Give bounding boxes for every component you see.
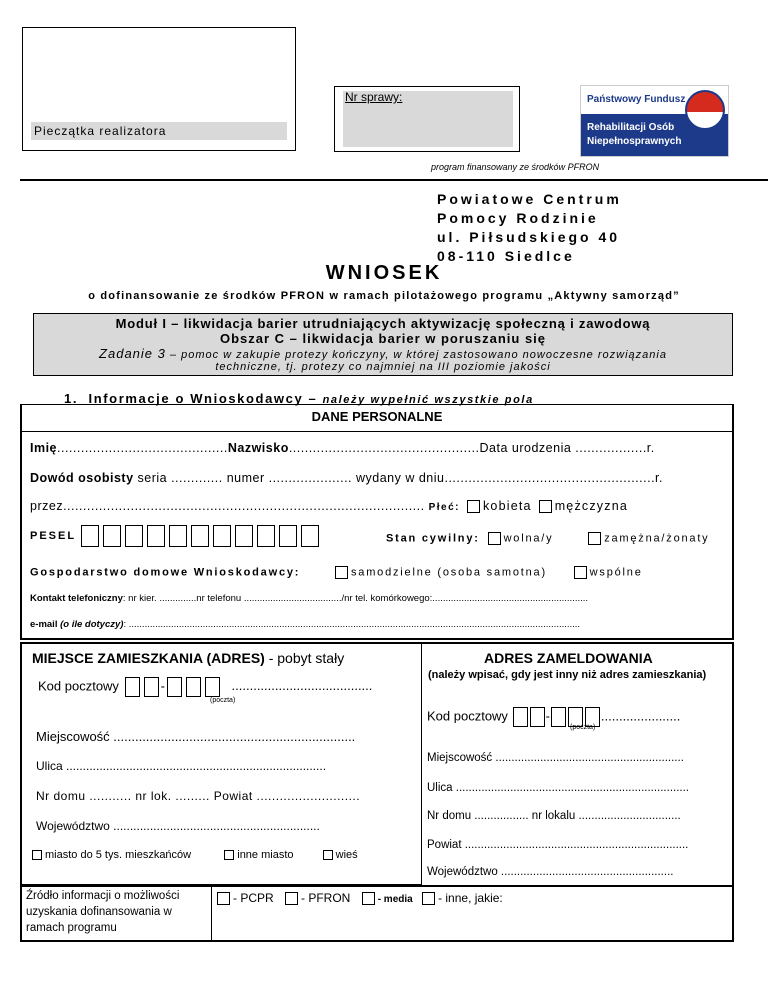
form-subtitle: o dofinansowanie ze środków PFRON w ramach pilotażowego programu „Aktywny samorząd” <box>88 290 680 302</box>
section1-num: 1. <box>64 391 79 406</box>
pesel-digit-box[interactable] <box>125 525 143 547</box>
source-pcpr-label: - PCPR <box>233 891 274 905</box>
source-options <box>214 891 503 905</box>
source-pfron-checkbox[interactable] <box>285 892 298 905</box>
pesel-digit-box[interactable] <box>191 525 209 547</box>
residence-street-field[interactable]: Ulica .............................................................................. <box>36 759 327 773</box>
stamp-label-bar <box>31 122 287 140</box>
registration-county-field[interactable]: Powiat ...................................................................... <box>427 839 689 851</box>
other-city-label: inne miasto <box>237 849 294 861</box>
module-line3 <box>34 346 732 361</box>
module-line4: techniczne, tj. protezy co najmniej na III poziomie jakości <box>215 361 551 373</box>
first-name-label: Imię <box>30 441 58 455</box>
financed-note: program finansowany ze środków PFRON <box>431 162 600 172</box>
section1-note: należy wypełnić wszystkie pola <box>322 394 534 406</box>
stamp-box <box>22 27 296 151</box>
postcode-digit-box[interactable] <box>551 707 566 727</box>
address-line2: Pomocy Rodzinie <box>437 210 599 226</box>
marital-label: Stan cywilny <box>386 532 475 545</box>
logo-line3: Niepełnosprawnych <box>587 136 682 147</box>
marital-row: Stan cywilny: wolna/y zamężna/żonaty <box>386 532 710 545</box>
residence-city-field[interactable]: Miejscowość ................................................................... <box>36 729 356 744</box>
pesel-digit-box[interactable] <box>81 525 99 547</box>
stamp-label: Pieczątka realizatora <box>34 124 167 138</box>
postcode-digit-box[interactable] <box>144 677 159 697</box>
task-label: Zadanie 3 <box>99 346 166 361</box>
name-row <box>30 441 655 455</box>
pesel-digit-box[interactable] <box>213 525 231 547</box>
pesel-boxes[interactable] <box>79 530 321 542</box>
email-note: (o ile dotyczy) <box>60 619 124 630</box>
registration-street-field[interactable]: Ulica ......................................................................... <box>427 782 689 794</box>
id-row <box>30 471 663 485</box>
married-checkbox[interactable] <box>588 532 601 545</box>
source-media-checkbox[interactable] <box>362 892 375 905</box>
household-row <box>30 566 643 579</box>
source-pcpr-checkbox[interactable] <box>217 892 230 905</box>
pesel-digit-box[interactable] <box>169 525 187 547</box>
source-label: Źródło informacji o możliwości uzyskania dofinansowania w ramach programu <box>26 890 180 934</box>
case-number-box <box>334 86 520 152</box>
source-divider <box>211 884 212 942</box>
household-label: Gospodarstwo domowe Wnioskodawcy: <box>30 566 301 579</box>
personal-data-frame <box>20 404 734 640</box>
postcode-digit-box[interactable] <box>513 707 528 727</box>
registration-postcode-label: Kod pocztowy <box>427 708 508 724</box>
single-checkbox[interactable] <box>488 532 501 545</box>
email-row <box>30 619 580 630</box>
village-checkbox[interactable] <box>323 850 333 860</box>
registration-city-field[interactable]: Miejscowość ........................................................... <box>427 752 684 764</box>
household-single-label: samodzielne (osoba samotna) <box>350 566 547 579</box>
sex-label: Płeć: <box>428 502 460 513</box>
village-label: wieś <box>335 849 358 861</box>
registration-title: ADRES ZAMELDOWANIA <box>484 650 653 666</box>
logo-line2: Rehabilitacji Osób <box>587 122 675 133</box>
first-name-field[interactable]: ........................................... <box>57 441 228 455</box>
pesel-row <box>30 525 321 547</box>
header-rule <box>20 179 768 181</box>
address-line3: ul. Piłsudskiego 40 <box>437 229 621 245</box>
phone-fields[interactable]: : nr kier. ..............nr telefonu ...................................../nr tel. komórkowego:........................................................... <box>122 593 589 604</box>
male-checkbox[interactable] <box>539 500 552 513</box>
residence-poczta-note: (poczta) <box>210 697 236 704</box>
task-desc: – pomoc w zakupie protezy kończyny, w której zastosowano nowoczesne rozwiązania <box>165 349 667 361</box>
postcode-digit-box[interactable] <box>186 677 201 697</box>
id-card-label: Dowód osobisty <box>30 471 134 485</box>
source-pfron-label: - PFRON <box>301 891 351 905</box>
id-card-fields[interactable]: seria ............. numer ..................... wydany w dniu.....................................................r. <box>133 471 663 485</box>
female-checkbox[interactable] <box>467 500 480 513</box>
postcode-digit-box[interactable] <box>205 677 220 697</box>
pesel-digit-box[interactable] <box>279 525 297 547</box>
male-label: mężczyzna <box>554 499 629 513</box>
address-line4: 08-110 Siedlce <box>437 248 575 264</box>
registration-poczta-note: (poczta) <box>570 724 596 731</box>
source-frame-top <box>20 884 421 885</box>
residence-title <box>32 650 344 666</box>
module-box <box>33 313 733 376</box>
registration-number-row[interactable]: Nr domu ................. nr lokalu ................................ <box>427 810 681 822</box>
source-other-label: - inne, jakie: <box>438 891 503 905</box>
pesel-digit-box[interactable] <box>301 525 319 547</box>
postcode-digit-box[interactable] <box>125 677 140 697</box>
registration-postcode-row: Kod pocztowy - ...................... <box>427 707 680 727</box>
form-title: WNIOSEK <box>325 262 443 284</box>
module-line2: Obszar C – likwidacja barier w poruszaniu się <box>219 331 547 346</box>
case-number-label: Nr sprawy: <box>345 90 403 104</box>
phone-row <box>30 593 588 604</box>
small-town-checkbox[interactable] <box>32 850 42 860</box>
residence-voivodeship-field[interactable]: Województwo .............................................................. <box>36 819 320 833</box>
source-other-checkbox[interactable] <box>422 892 435 905</box>
pesel-label: PESEL <box>30 530 77 542</box>
residence-post-office-field[interactable]: ....................................... <box>231 678 373 694</box>
small-town-label: miasto do 5 tys. mieszkańców <box>45 849 192 861</box>
locality-type-row <box>32 849 358 861</box>
issuer-field[interactable]: przez........................................................................................... <box>30 499 425 513</box>
single-label: wolna/y <box>503 532 554 545</box>
pesel-digit-box[interactable] <box>257 525 275 547</box>
female-label: kobieta <box>482 499 532 513</box>
pesel-digit-box[interactable] <box>103 525 121 547</box>
married-label: zamężna/żonaty <box>604 532 710 545</box>
postcode-digit-box[interactable] <box>167 677 182 697</box>
registration-voivodeship-field[interactable]: Województwo ...................................................... <box>427 866 674 878</box>
pesel-digit-box[interactable] <box>235 525 253 547</box>
birth-date-field[interactable]: Data urodzenia ..................r. <box>479 441 655 455</box>
registration-post-office-field[interactable]: ...................... <box>600 708 681 724</box>
issuer-row <box>30 499 628 513</box>
household-shared-label: wspólne <box>589 566 643 579</box>
last-name-label: Nazwisko <box>227 441 289 455</box>
personal-header-rule <box>22 431 732 432</box>
pesel-digit-box[interactable] <box>147 525 165 547</box>
household-single-checkbox[interactable] <box>335 566 348 579</box>
phone-label: Kontakt telefoniczny <box>30 593 123 604</box>
module-line1: Moduł I – likwidacja barier utrudniających aktywizację społeczną i zawodową <box>115 316 651 331</box>
residence-postcode-label: Kod pocztowy <box>38 678 119 694</box>
household-shared-checkbox[interactable] <box>574 566 587 579</box>
residence-title-suffix: - pobyt stały <box>264 650 345 666</box>
section1-label: Informacje o Wnioskodawcy <box>88 391 304 406</box>
residence-number-row[interactable]: Nr domu ........... nr lok. ......... Powiat ........................... <box>36 789 361 803</box>
logo-circle-icon <box>685 90 725 130</box>
section1-dash: – <box>303 391 323 406</box>
residence-postcode-row: Kod pocztowy - ....................................... <box>38 677 372 697</box>
logo-line1: Państwowy Fundusz <box>587 94 686 105</box>
address-line1: Powiatowe Centrum <box>437 191 622 207</box>
email-field[interactable]: : ........................................................................................................................................................................... <box>123 619 581 630</box>
personal-data-header: DANE PERSONALNE <box>311 409 443 424</box>
email-label: e-mail <box>30 619 58 630</box>
last-name-field[interactable]: ................................................ <box>288 441 480 455</box>
registration-note: (należy wpisać, gdy jest inny niż adres zamieszkania) <box>428 669 707 681</box>
postcode-digit-box[interactable] <box>530 707 545 727</box>
office-address <box>437 190 622 266</box>
source-media-label: - media <box>377 894 413 905</box>
address-divider <box>421 642 422 887</box>
pfron-logo <box>580 85 729 157</box>
other-city-checkbox[interactable] <box>224 850 234 860</box>
residence-title-label: MIEJSCE ZAMIESZKANIA (ADRES) <box>32 650 265 666</box>
